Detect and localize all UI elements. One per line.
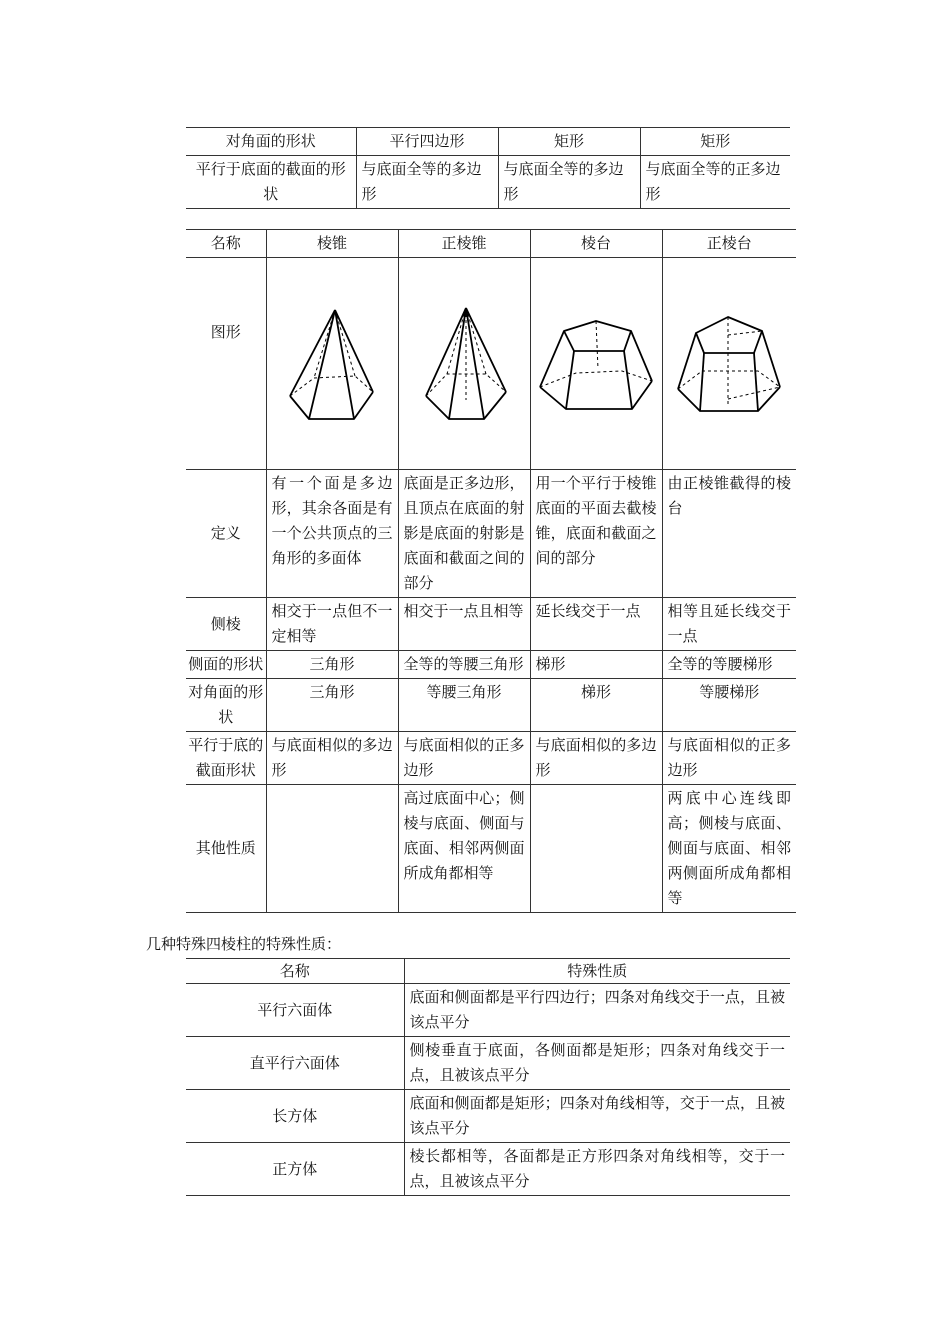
cell: 矩形	[498, 128, 640, 156]
shape-properties-table-top	[186, 127, 790, 209]
prism-property: 棱长都相等，各面都是正方形四条对角线相等，交于一点，且被该点平分	[404, 1143, 790, 1196]
cell: 三角形	[266, 679, 398, 732]
cell: 用一个平行于棱锥底面的平面去截棱锥，底面和截面之间的部分	[530, 470, 662, 598]
cell: 全等的等腰三角形	[398, 651, 530, 679]
figure-row	[186, 258, 796, 470]
table-row	[186, 1143, 790, 1196]
prism-property: 侧棱垂直于底面，各侧面都是矩形；四条对角线交于一点，且被该点平分	[404, 1037, 790, 1090]
header-frustum: 棱台	[530, 230, 662, 258]
cell: 延长线交于一点	[530, 598, 662, 651]
header-pyramid: 棱锥	[266, 230, 398, 258]
cell: 全等的等腰梯形	[662, 651, 796, 679]
pyramid-figure	[266, 258, 398, 470]
pyramid-drawing	[282, 304, 382, 424]
cell: 底面是正多边形，且顶点在底面的射影是底面的射影是底面和截面之间的部分	[398, 470, 530, 598]
cell	[530, 785, 662, 913]
table-row	[186, 1090, 790, 1143]
prism-name: 长方体	[186, 1090, 404, 1143]
cell: 与底面相似的正多边形	[398, 732, 530, 785]
cell: 有一个面是多边形，其余各面是有一个公共顶点的三角形的多面体	[266, 470, 398, 598]
cell: 两底中心连线即高；侧棱与底面、侧面与底面、相邻两侧面所成角都相等	[662, 785, 796, 913]
regular-frustum-drawing	[674, 309, 784, 419]
header-property: 特殊性质	[404, 959, 790, 984]
cell: 与底面相似的多边形	[266, 732, 398, 785]
cell: 高过底面中心；侧棱与底面、侧面与底面、相邻两侧面所成角都相等	[398, 785, 530, 913]
pyramid-frustum-table	[186, 229, 796, 913]
cell: 平行四边形	[356, 128, 498, 156]
prism-name: 正方体	[186, 1143, 404, 1196]
cell: 与底面相似的多边形	[530, 732, 662, 785]
prism-property: 底面和侧面都是矩形；四条对角线相等，交于一点，且被该点平分	[404, 1090, 790, 1143]
table-header-row	[186, 230, 796, 258]
cell: 相交于一点且相等	[398, 598, 530, 651]
cell: 等腰三角形	[398, 679, 530, 732]
cell: 与底面全等的正多边形	[640, 156, 790, 209]
cell: 相交于一点但不一定相等	[266, 598, 398, 651]
cell	[266, 785, 398, 913]
table-row	[186, 156, 790, 209]
cell: 与底面全等的多边形	[356, 156, 498, 209]
prism-name: 直平行六面体	[186, 1037, 404, 1090]
table-row	[186, 679, 796, 732]
table-row	[186, 651, 796, 679]
row-label: 侧面的形状	[186, 651, 266, 679]
regular-pyramid-drawing	[414, 304, 514, 424]
header-name: 名称	[186, 959, 404, 984]
regular-pyramid-figure	[398, 258, 530, 470]
cell: 由正棱锥截得的棱台	[662, 470, 796, 598]
prism-property: 底面和侧面都是平行四边行；四条对角线交于一点，且被该点平分	[404, 984, 790, 1037]
prism-name: 平行六面体	[186, 984, 404, 1037]
row-label: 平行于底的截面形状	[186, 732, 266, 785]
row-label: 对角面的形状	[186, 128, 356, 156]
row-label: 其他性质	[186, 785, 266, 913]
table-row	[186, 128, 790, 156]
table-header-row	[186, 959, 790, 984]
frustum-figure	[530, 258, 662, 470]
cell: 矩形	[640, 128, 790, 156]
cell: 三角形	[266, 651, 398, 679]
cell: 梯形	[530, 651, 662, 679]
header-name: 名称	[186, 230, 266, 258]
cell: 与底面全等的多边形	[498, 156, 640, 209]
row-label: 平行于底面的截面的形状	[186, 156, 356, 209]
table-row	[186, 984, 790, 1037]
table-row	[186, 732, 796, 785]
header-regular-pyramid: 正棱锥	[398, 230, 530, 258]
table-row	[186, 598, 796, 651]
frustum-drawing	[536, 309, 656, 419]
header-regular-frustum: 正棱台	[662, 230, 796, 258]
regular-frustum-figure	[662, 258, 796, 470]
cell: 相等且延长线交于一点	[662, 598, 796, 651]
cell: 梯形	[530, 679, 662, 732]
cell: 与底面相似的正多边形	[662, 732, 796, 785]
table-row	[186, 1037, 790, 1090]
row-label: 图形	[186, 258, 266, 470]
cell: 等腰梯形	[662, 679, 796, 732]
table-row	[186, 785, 796, 913]
row-label: 对角面的形状	[186, 679, 266, 732]
row-label: 定义	[186, 470, 266, 598]
table-row	[186, 470, 796, 598]
special-prism-table	[186, 958, 790, 1196]
section-title: 几种特殊四棱柱的特殊性质：	[146, 935, 342, 953]
row-label: 侧棱	[186, 598, 266, 651]
